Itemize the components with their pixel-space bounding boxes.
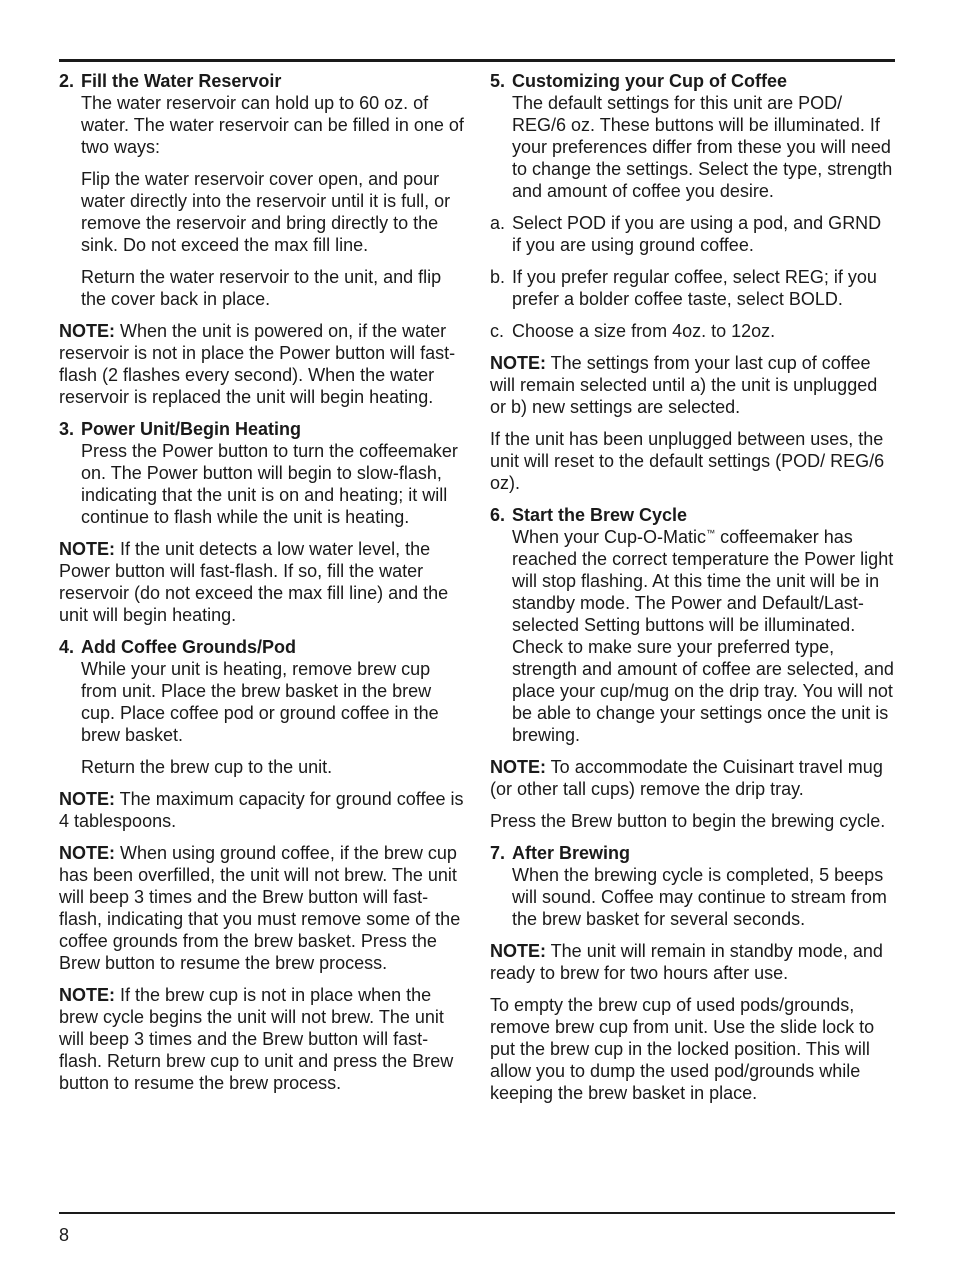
note-label: NOTE: bbox=[59, 539, 115, 559]
section-6-heading bbox=[490, 504, 895, 526]
note-label: NOTE: bbox=[490, 941, 546, 961]
note-label: NOTE: bbox=[59, 843, 115, 863]
note-text: When using ground coffee, if the brew cup has been overfilled, the unit will not brew. The unit will beep 3 times and the Brew button will fast-flash, indicating that you must remove some of the coffee grounds from the brew basket. Press the Brew button to resume the brew process. bbox=[59, 843, 461, 973]
section-2-note bbox=[59, 320, 465, 408]
note-label: NOTE: bbox=[490, 353, 546, 373]
section-3-note bbox=[59, 538, 465, 626]
note-label: NOTE: bbox=[59, 321, 115, 341]
section-4-paragraph-1: While your unit is heating, remove brew cup from unit. Place the brew basket in the brew cup. Place coffee pod or ground coffee in the brew basket. bbox=[81, 659, 439, 745]
section-number: 2. bbox=[59, 71, 75, 91]
section-5-item-b bbox=[490, 266, 895, 310]
note-text: The settings from your last cup of coffee will remain selected until a) the unit is unplugged or b) new settings are selected. bbox=[490, 353, 878, 417]
section-2-heading bbox=[59, 70, 465, 92]
paragraph-text-end: coffeemaker has reached the correct temperature the Power light will stop flashing. At this time the unit will be in standby mode. The Power and Default/Last-selected Setting buttons will be illuminated. Check to make sure your preferred type, strength and amount of coffee are selected, and place your cup/mug on the drip tray. You will not be able to change your settings once the unit is brewing. bbox=[512, 527, 894, 745]
section-title: Power Unit/Begin Heating bbox=[81, 419, 302, 439]
section-number: 3. bbox=[59, 419, 75, 439]
section-4-paragraph-2: Return the brew cup to the unit. bbox=[81, 757, 333, 777]
paragraph-text-start: When your Cup-O-Matic bbox=[512, 527, 707, 547]
section-5-item-c bbox=[490, 320, 895, 342]
item-label: a. bbox=[490, 213, 506, 233]
left-column bbox=[59, 70, 465, 1104]
bottom-rule bbox=[59, 1212, 895, 1214]
section-title: Customizing your Cup of Coffee bbox=[512, 71, 787, 91]
section-3-heading bbox=[59, 418, 465, 440]
section-4-note-1 bbox=[59, 788, 465, 832]
section-title: Add Coffee Grounds/Pod bbox=[81, 637, 296, 657]
item-text: Choose a size from 4oz. to 12oz. bbox=[512, 321, 776, 341]
section-5-paragraph-1: The default settings for this unit are POD/ REG/6 oz. These buttons will be illuminated. If your preferences differ from these you will need to change the settings. Select the type, strength and amount of coffee you desire. bbox=[512, 93, 893, 201]
note-text: If the brew cup is not in place when the brew cycle begins the unit will not brew. The unit will beep 3 times and the Brew button will fast-flash. Return brew cup to unit and press the Brew button to resume the brew process. bbox=[59, 985, 454, 1093]
section-6-paragraph-1 bbox=[512, 526, 895, 746]
section-5-heading bbox=[490, 70, 895, 92]
section-7-paragraph-1: When the brewing cycle is completed, 5 beeps will sound. Coffee may continue to stream from the brew basket for several seconds. bbox=[512, 865, 887, 929]
item-label: c. bbox=[490, 321, 505, 341]
note-label: NOTE: bbox=[59, 789, 115, 809]
section-3-paragraph-1: Press the Power button to turn the coffeemaker on. The Power button will begin to slow-flash, indicating that the unit is on and heating; it will continue to flash while the unit is heating. bbox=[81, 441, 458, 527]
item-text: If you prefer regular coffee, select REG; if you prefer a bolder coffee taste, select BOLD. bbox=[512, 267, 877, 309]
section-4-note-3 bbox=[59, 984, 465, 1094]
item-label: b. bbox=[490, 267, 506, 287]
section-number: 6. bbox=[490, 505, 506, 525]
section-4-note-2 bbox=[59, 842, 465, 974]
section-5-paragraph-2: If the unit has been unplugged between uses, the unit will reset to the default settings (POD/ REG/6 oz). bbox=[490, 429, 885, 493]
section-2-paragraph-1: The water reservoir can hold up to 60 oz. of water. The water reservoir can be filled in one of two ways: bbox=[81, 93, 464, 157]
section-5-item-a bbox=[490, 212, 895, 256]
section-7-note bbox=[490, 940, 895, 984]
section-number: 5. bbox=[490, 71, 506, 91]
section-6-paragraph-2: Press the Brew button to begin the brewing cycle. bbox=[490, 811, 886, 831]
section-2-paragraph-3: Return the water reservoir to the unit, and flip the cover back in place. bbox=[81, 267, 442, 309]
top-rule bbox=[59, 59, 895, 62]
note-text: If the unit detects a low water level, the Power button will fast-flash. If so, fill the water reservoir (do not exceed the max fill line) and the unit will begin heating. bbox=[59, 539, 449, 625]
note-text: When the unit is powered on, if the water reservoir is not in place the Power button will fast-flash (2 flashes every second). When the water reservoir is replaced the unit will begin heating. bbox=[59, 321, 456, 407]
section-title: After Brewing bbox=[512, 843, 631, 863]
right-column bbox=[490, 70, 895, 1114]
section-title: Start the Brew Cycle bbox=[512, 505, 688, 525]
section-7-paragraph-2: To empty the brew cup of used pods/grounds, remove brew cup from unit. Use the slide lock to put the brew cup in the locked position. This will allow you to dump the used pod/grounds while keeping the brew basket in place. bbox=[490, 995, 875, 1103]
note-text: To accommodate the Cuisinart travel mug (or other tall cups) remove the drip tray. bbox=[490, 757, 883, 799]
section-title: Fill the Water Reservoir bbox=[81, 71, 282, 91]
item-text: Select POD if you are using a pod, and GRND if you are using ground coffee. bbox=[512, 213, 882, 255]
trademark-symbol: ™ bbox=[706, 528, 716, 538]
section-4-heading bbox=[59, 636, 465, 658]
note-label: NOTE: bbox=[490, 757, 546, 777]
section-number: 4. bbox=[59, 637, 75, 657]
section-6-note bbox=[490, 756, 895, 800]
page-number: 8 bbox=[59, 1225, 70, 1245]
section-2-paragraph-2: Flip the water reservoir cover open, and pour water directly into the reservoir until it is full, or remove the reservoir and bring directly to the sink. Do not exceed the max fill line. bbox=[81, 169, 451, 255]
section-7-heading bbox=[490, 842, 895, 864]
note-text: The maximum capacity for ground coffee is 4 tablespoons. bbox=[59, 789, 464, 831]
section-5-note bbox=[490, 352, 895, 418]
section-number: 7. bbox=[490, 843, 506, 863]
note-text: The unit will remain in standby mode, and ready to brew for two hours after use. bbox=[490, 941, 883, 983]
note-label: NOTE: bbox=[59, 985, 115, 1005]
